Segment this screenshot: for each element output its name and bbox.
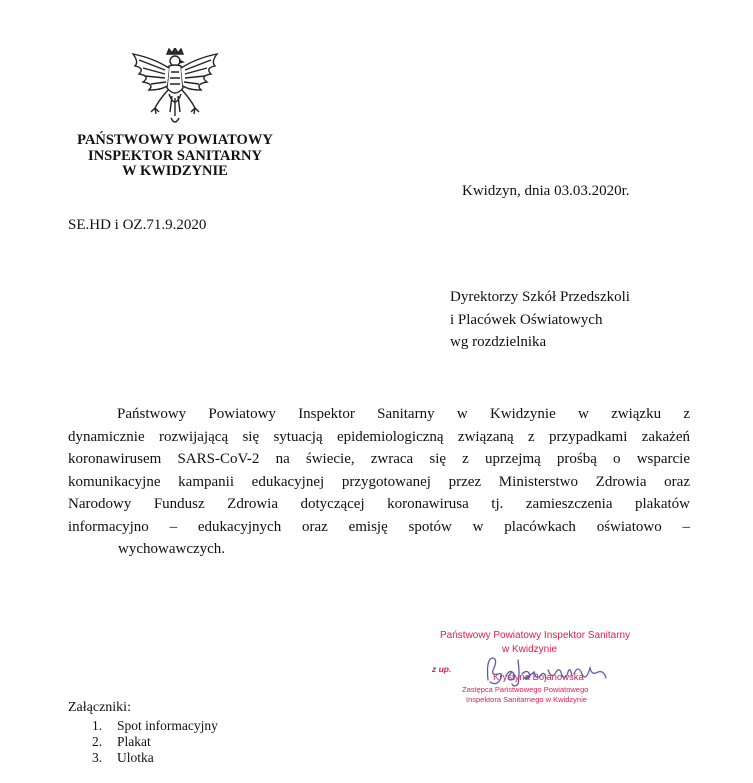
body-line: koronawirusem SARS-CoV-2 na świecie, zwraca się z uprzejmą prośbą o wsparcie	[68, 451, 690, 467]
attachment-number: 3.	[92, 750, 103, 765]
attachment-label: Plakat	[117, 734, 151, 749]
body-line: informacyjno – edukacyjnych oraz emisję spotów w placówkach oświatowo –	[68, 518, 690, 535]
stamp-office-line: w Kwidzynie	[502, 644, 558, 655]
office-line: PAŃSTWOWY POWIATOWY	[77, 132, 273, 148]
recipient-line: Dyrektorzy Szkół Przedszkoli	[450, 289, 630, 305]
attachment-number: 2.	[92, 734, 103, 749]
body-line: Państwowy Powiatowy Inspektor Sanitarny w Kwidzynie w związku z	[117, 406, 690, 422]
eagle-emblem-icon	[125, 48, 225, 134]
attachment-item	[92, 734, 218, 750]
recipient-block	[450, 286, 630, 354]
stamp-on-behalf: z up.	[432, 664, 452, 674]
stamp-signatory-title: Inspektora Sanitarnego w Kwidzynie	[466, 695, 587, 704]
office-line: INSPEKTOR SANITARNY	[88, 147, 262, 164]
attachment-number: 1.	[92, 718, 103, 733]
body-line: Narodowy Fundusz Zdrowia dotyczącej koronawirusa tj. zamieszczenia plakatów	[68, 496, 690, 512]
attachment-label: Ulotka	[117, 750, 154, 765]
attachment-item	[92, 750, 218, 766]
attachment-label: Spot informacyjny	[117, 718, 218, 733]
letter-body	[68, 403, 690, 561]
stamp-signatory-name: Krystyna Bojanowska	[493, 672, 584, 683]
date-line: Kwidzyn, dnia 03.03.2020r.	[462, 183, 630, 199]
recipient-line: wg rozdzielnika	[450, 334, 547, 350]
body-line: dynamicznie rozwijającą się sytuacją epidemiologiczną związaną z przypadkami zakażeń	[68, 428, 690, 445]
attachments-list	[92, 718, 218, 766]
stamp-signatory-title: Zastępca Państwowego Powiatowego	[462, 685, 589, 694]
issuing-office-heading	[60, 133, 290, 180]
body-line: wychowawczych.	[118, 541, 226, 557]
reference-number: SE.HD i OZ.71.9.2020	[68, 217, 207, 233]
body-line: komunikacyjne kampanii edukacyjnej przygotowanej przez Ministerstwo Zdrowia oraz	[68, 473, 690, 490]
attachments-title: Załączniki:	[68, 700, 131, 715]
office-line: W KWIDZYNIE	[122, 163, 228, 179]
recipient-line: i Placówek Oświatowych	[450, 311, 603, 328]
stamp-office-line: Państwowy Powiatowy Inspektor Sanitarny	[440, 630, 631, 641]
attachment-item	[92, 718, 218, 734]
handwritten-signature	[482, 650, 612, 690]
